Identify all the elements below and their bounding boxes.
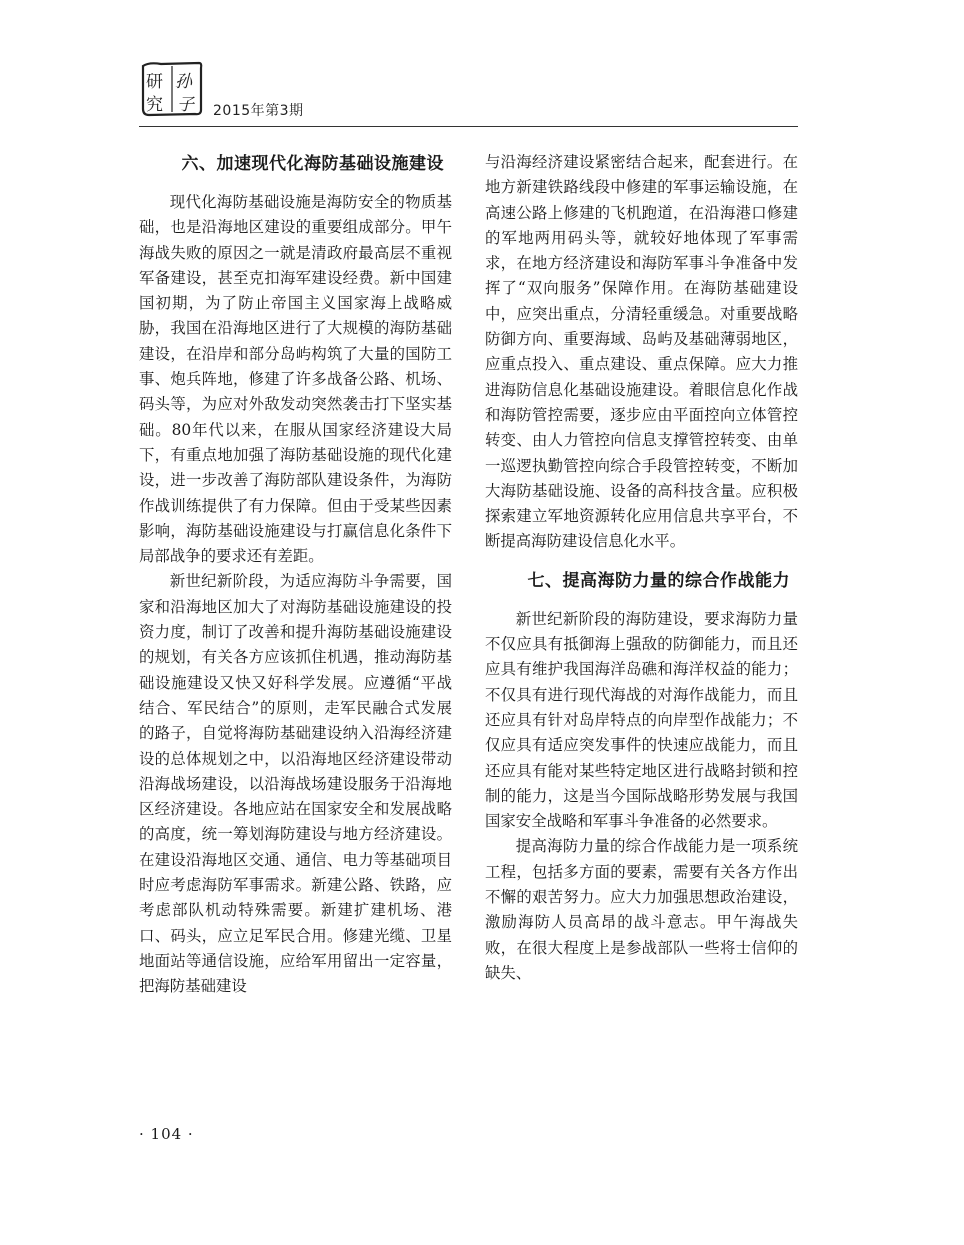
paragraph: 提高海防力量的综合作战能力是一项系统工程，包括多方面的要素，需要有关各方作出不懈的艰苦努力。应大力加强思想政治建设，激励海防人员高昂的战斗意志。甲午海战失败，在很大程度上是参战部队一些将士信仰的缺失、 <box>485 837 798 982</box>
paragraph: 现代化海防基础设施是海防安全的物质基础，也是沿海地区建设的重要组成部分。甲午海战失败的原因之一就是清政府最高层不重视军备建设，甚至克扣海军建设经费。新中国建国初期，为了防止帝国主义国家海上战略威胁，我国在沿海地区进行了大规模的海防基础建设，在沿岸和部分岛屿构筑了大量的国防工事、炮兵阵地，修建了许多战备公路、机场、码头等，为应对外敌发动突然袭击打下坚实基础。80年代以来，在服从国家经济建设大局下，有重点地加强了海防基础设施的现代化建设，进一步改善了海防部队建设条件，为海防作战训练提供了有力保障。但由于受某些因素影响，海防基础设施建设与打赢信息化条件下局部战争的要求还有差距。 <box>139 193 452 566</box>
svg-text:子: 子 <box>177 95 194 115</box>
issue-label: 2015年第3期 <box>213 103 304 119</box>
journal-logo-icon <box>139 60 205 118</box>
section-heading-7: 七、提高海防力量的综合作战能力 <box>527 570 790 591</box>
svg-text:研: 研 <box>146 72 163 92</box>
header-rule <box>139 126 798 127</box>
left-column <box>139 150 452 1000</box>
svg-text:究: 究 <box>146 95 163 115</box>
paragraph-continued: 与沿海经济建设紧密结合起来，配套进行。在地方新建铁路线段中修建的军事运输设施，在高速公路上修建的飞机跑道，在沿海港口修建的军地两用码头等，就较好地体现了军事需求，在地方经济建设和海防军事斗争准备中发挥了“双向服务”保障作用。在海防基础建设中，应突出重点，分清轻重缓急。对重要战略防御方向、重要海域、岛屿及基础薄弱地区，应重点投入、重点建设、重点保障。应大力推进海防信息化基础设施建设。着眼信息化作战和海防管控需要，逐步应由平面控向立体管控转变、由人力管控向信息支撑管控转变、由单一巡逻执勤管控向综合手段管控转变，不断加大海防基础设施、设备的高科技含量。应积极探索建立军地资源转化应用信息共享平台，不断提高海防建设信息化水平。 <box>485 153 798 551</box>
right-column <box>485 150 798 986</box>
section-heading-6: 六、加速现代化海防基础设施建设 <box>181 154 444 174</box>
paragraph: 新世纪新阶段，为适应海防斗争需要，国家和沿海地区加大了对海防基础设施建设的投资力度，制订了改善和提升海防基础设施建设的规划，有关各方应该抓住机遇，推动海防基础设施建设又快又好科学发展。应遵循“平战结合、军民结合”的原则，走军民融合式发展的路子，自觉将海防基础建设纳入沿海经济建设的总体规划之中，以沿海地区经济建设带动沿海战场建设，以沿海战场建设服务于沿海地区经济建设。各地应站在国家安全和发展战略的高度，统一筹划海防建设与地方经济建设。在建设沿海地区交通、通信、电力等基础项目时应考虑海防军事需求。新建公路、铁路，应考虑部队机动特殊需要。新建扩建机场、港口、码头，应立足军民合用。修建光缆、卫星地面站等通信设施，应给军用留出一定容量，把海防基础建设 <box>139 572 452 996</box>
page-number: · 104 · <box>139 1125 194 1143</box>
svg-text:孙: 孙 <box>175 72 192 92</box>
journal-logo <box>139 60 205 118</box>
paragraph: 新世纪新阶段的海防建设，要求海防力量不仅应具有抵御海上强敌的防御能力，而且还应具有维护我国海洋岛礁和海洋权益的能力；不仅具有进行现代海战的对海作战能力，而且还应具有针对岛岸特点的向岸型作战能力；不仅应具有适应突发事件的快速应战能力，而且还应具有能对某些特定地区进行战略封锁和控制的能力，这是当今国际战略形势发展与我国国家安全战略和军事斗争准备的必然要求。 <box>485 609 798 831</box>
